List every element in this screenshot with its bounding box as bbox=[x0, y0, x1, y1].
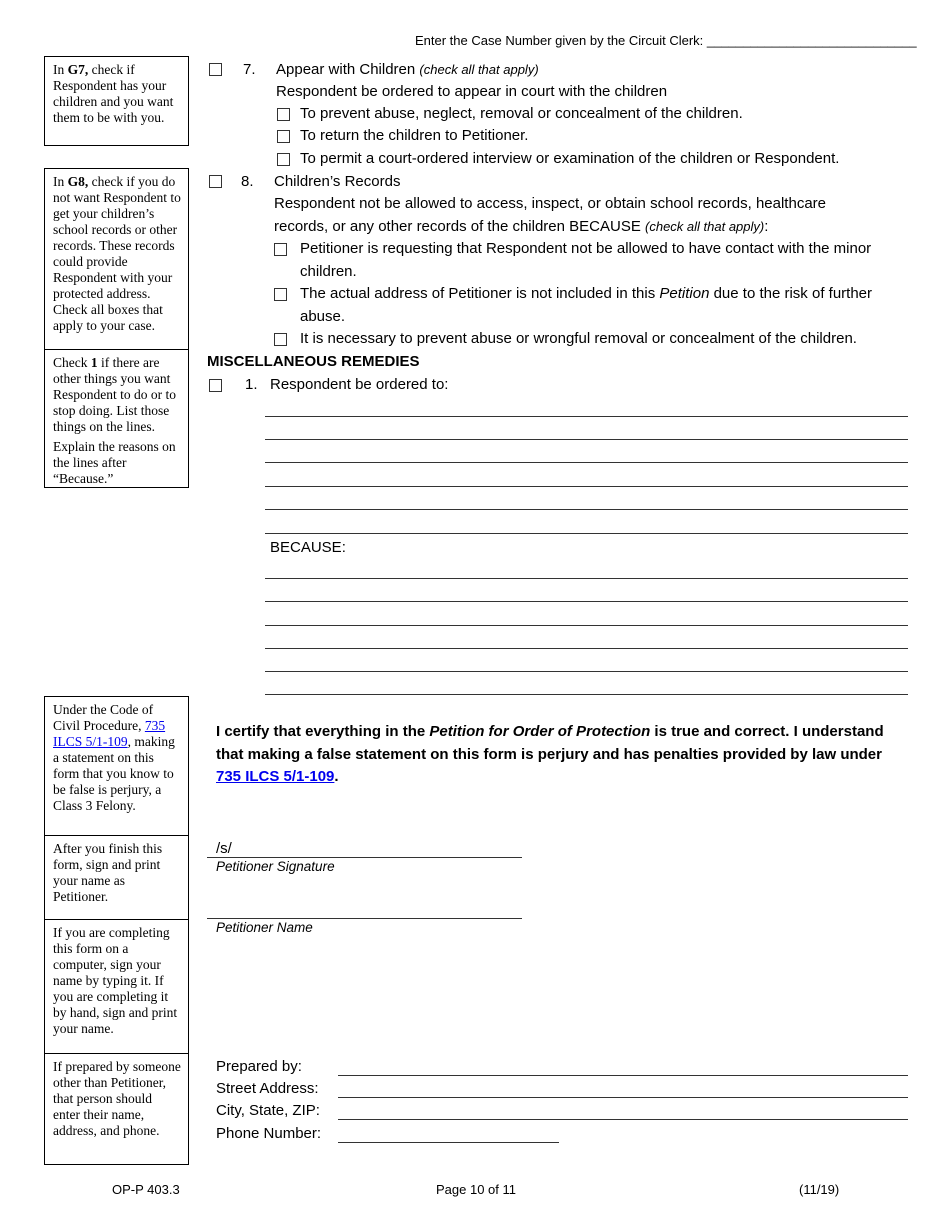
sidebar-sign: After you finish this form, sign and print your name as Petitioner. bbox=[44, 835, 189, 920]
item8-note: (check all that apply) bbox=[645, 219, 765, 234]
item7-note: (check all that apply) bbox=[419, 62, 539, 77]
item7-title-line bbox=[276, 61, 539, 79]
name-label: Petitioner Name bbox=[216, 920, 313, 935]
misc-heading: MISCELLANEOUS REMEDIES bbox=[207, 353, 420, 370]
footer-page-number: Page 10 of 11 bbox=[436, 1182, 516, 1197]
misc-item1-checkbox[interactable] bbox=[209, 379, 222, 392]
order-line-6[interactable] bbox=[265, 533, 908, 534]
street-address-label: Street Address: bbox=[216, 1080, 319, 1097]
item8-option1-checkbox[interactable] bbox=[274, 243, 287, 256]
because-line-4[interactable] bbox=[265, 648, 908, 649]
order-line-1[interactable] bbox=[265, 416, 908, 417]
because-label: BECAUSE: bbox=[270, 539, 346, 556]
certification-statement: I certify that everything in the Petition for Order of Protection is true and correct. I understand that making a false statement on this form is perjury and has penalties provided by law under 735 ILCS 5/1-109. bbox=[216, 723, 884, 785]
prepared-by-field[interactable] bbox=[338, 1075, 908, 1076]
sidebar-code-link[interactable]: 735 ILCS 5/1-109 bbox=[53, 718, 166, 749]
sidebar-prepared: If prepared by someone other than Petitioner, that person should enter their name, address, and phone. bbox=[44, 1053, 189, 1165]
item8-intro-line2: records, or any other records of the children BECAUSE (check all that apply): bbox=[274, 218, 769, 235]
signature-label: Petitioner Signature bbox=[216, 859, 335, 874]
case-number-label: Enter the Case Number given by the Circuit Clerk: bbox=[415, 33, 704, 48]
item8-option2-checkbox[interactable] bbox=[274, 288, 287, 301]
because-line-1[interactable] bbox=[265, 578, 908, 579]
footer-form-id: OP-P 403.3 bbox=[112, 1182, 180, 1197]
sidebar-code: Under the Code of Civil Procedure, 735 ILCS 5/1-109, making a statement on this form that you know to be false is perjury, a Class 3 Felony. bbox=[44, 696, 189, 836]
item7-intro: Respondent be ordered to appear in court with the children bbox=[276, 83, 668, 100]
case-number-line bbox=[415, 33, 917, 48]
sidebar-computer: If you are completing this form on a computer, sign your name by typing it. If you are completing it by hand, sign and print your name. bbox=[44, 919, 189, 1054]
item8-option1-label: Petitioner is requesting that Respondent not be allowed to have contact with the minor children. bbox=[300, 240, 872, 280]
because-line-6[interactable] bbox=[265, 694, 908, 695]
case-number-field[interactable]: _____________________________ bbox=[706, 33, 917, 48]
order-line-5[interactable] bbox=[265, 509, 908, 510]
sidebar-g7: In G7, check if Respondent has your children and you want them to be with you. bbox=[44, 56, 189, 146]
order-line-4[interactable] bbox=[265, 486, 908, 487]
item7-option3-label: To permit a court-ordered interview or examination of the children or Respondent. bbox=[300, 150, 840, 167]
signature-line bbox=[207, 857, 522, 858]
sidebar-misc: Check 1 if there are other things you want Respondent to do or to stop doing. List those things on the lines. Explain the reasons on the lines after “Because.” bbox=[44, 349, 189, 488]
because-line-3[interactable] bbox=[265, 625, 908, 626]
name-line[interactable] bbox=[207, 918, 522, 919]
city-state-zip-field[interactable] bbox=[338, 1119, 908, 1120]
item8-option2-label: The actual address of Petitioner is not included in this Petition due to the risk of further abuse. bbox=[300, 285, 873, 325]
item7-option3-checkbox[interactable] bbox=[277, 153, 290, 166]
item7-number: 7. bbox=[243, 61, 256, 78]
item7-option2-checkbox[interactable] bbox=[277, 130, 290, 143]
item8-number: 8. bbox=[241, 173, 254, 190]
item8-option3-label: It is necessary to prevent abuse or wrongful removal or concealment of the children. bbox=[300, 330, 857, 347]
item7-option2-label: To return the children to Petitioner. bbox=[300, 127, 529, 144]
item7-option1-checkbox[interactable] bbox=[277, 108, 290, 121]
misc-item1-label: Respondent be ordered to: bbox=[270, 376, 449, 393]
phone-number-field[interactable] bbox=[338, 1142, 559, 1143]
sidebar-g8: In G8, check if you do not want Respondent to get your children’s school records or other records. These records could provide Respondent with your protected address. Check all boxes that apply to your case. bbox=[44, 168, 189, 350]
phone-number-label: Phone Number: bbox=[216, 1125, 322, 1142]
footer-version: (11/19) bbox=[799, 1182, 840, 1197]
prepared-by-label: Prepared by: bbox=[216, 1058, 302, 1075]
signature-field[interactable]: /s/ bbox=[216, 840, 232, 857]
misc-item1-number: 1. bbox=[245, 376, 258, 393]
item8-intro-line1: Respondent not be allowed to access, inspect, or obtain school records, healthcare bbox=[274, 195, 826, 212]
certification-link[interactable]: 735 ILCS 5/1-109 bbox=[216, 768, 335, 785]
city-state-zip-label: City, State, ZIP: bbox=[216, 1102, 320, 1119]
item7-option1-label: To prevent abuse, neglect, removal or concealment of the children. bbox=[300, 105, 743, 122]
item8-checkbox[interactable] bbox=[209, 175, 222, 188]
item8-title: Children’s Records bbox=[274, 173, 401, 190]
because-line-5[interactable] bbox=[265, 671, 908, 672]
order-line-2[interactable] bbox=[265, 439, 908, 440]
item7-checkbox[interactable] bbox=[209, 63, 222, 76]
street-address-field[interactable] bbox=[338, 1097, 908, 1098]
order-line-3[interactable] bbox=[265, 462, 908, 463]
item7-title: Appear with Children bbox=[276, 61, 416, 78]
item8-option3-checkbox[interactable] bbox=[274, 333, 287, 346]
because-line-2[interactable] bbox=[265, 601, 908, 602]
